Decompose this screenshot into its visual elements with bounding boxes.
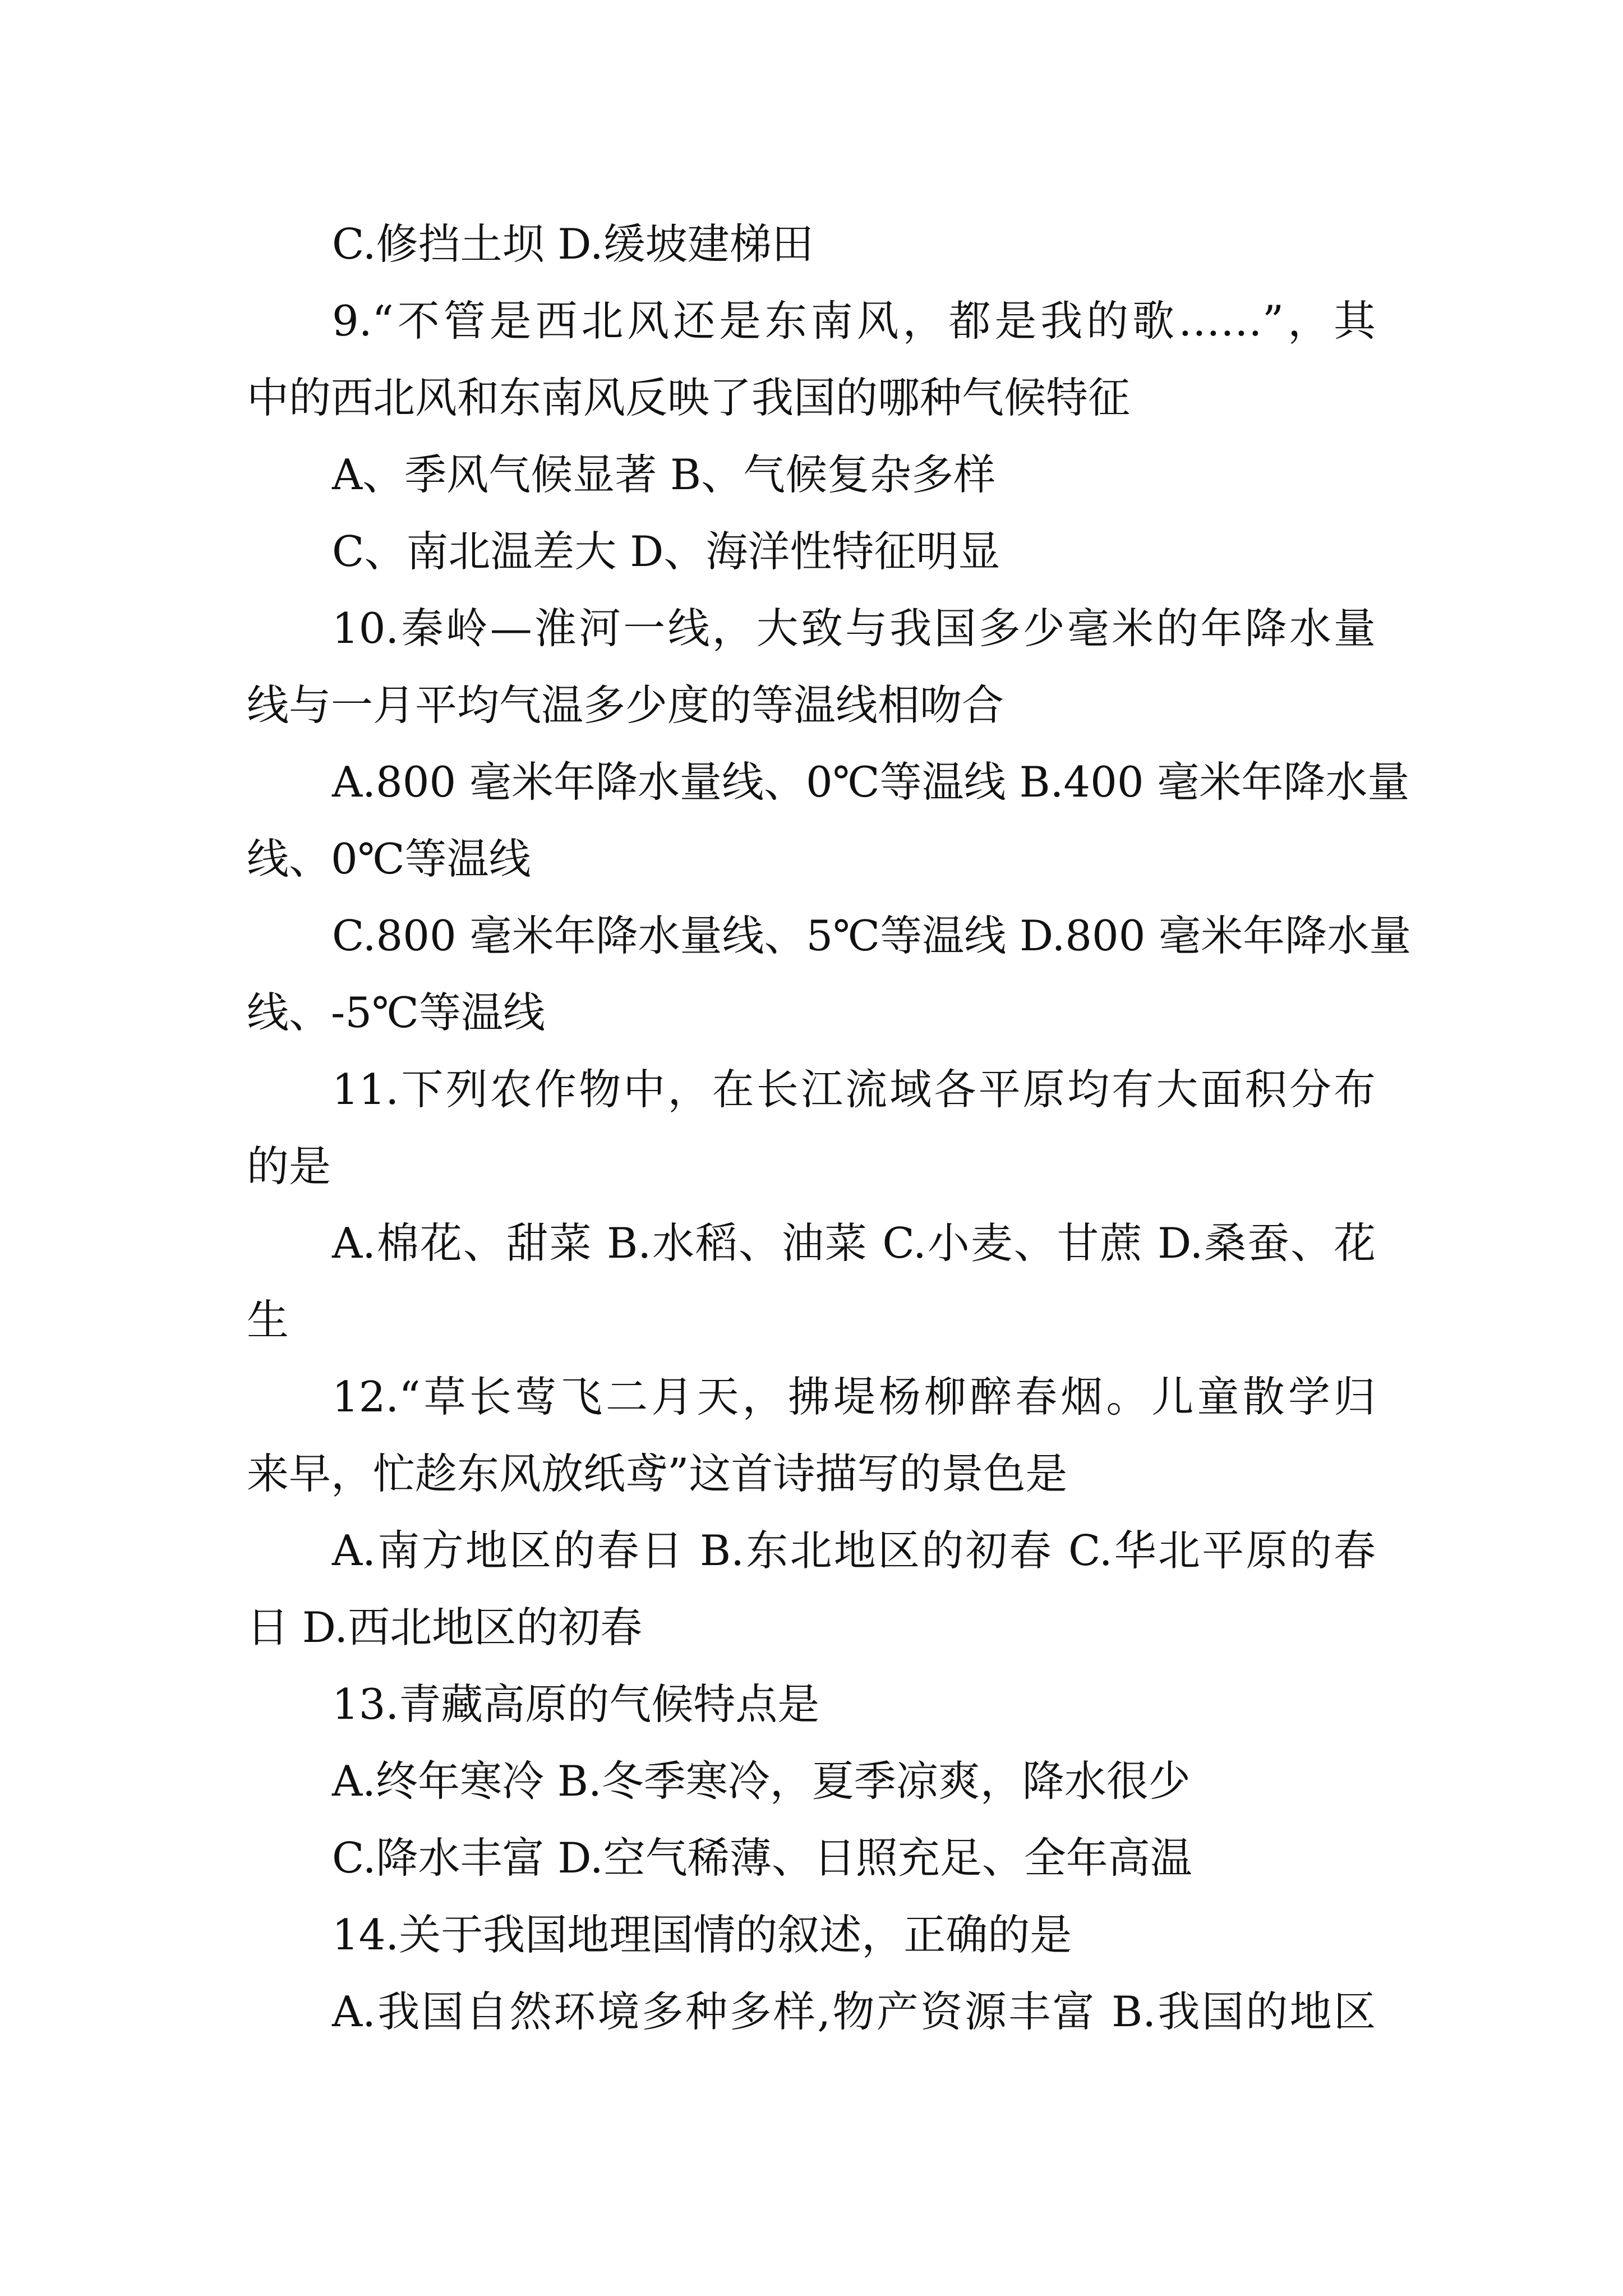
option-line-q9-cd: C、南北温差大 D、海洋性特征明显: [332, 527, 1000, 576]
question-10-line-1: 10.秦岭—淮河一线，大致与我国多少毫米的年降水量: [332, 604, 1376, 653]
question-11-line-1: 11.下列农作物中，在长江流域各平原均有大面积分布: [332, 1065, 1376, 1114]
option-line-q8-cd: C.修挡土坝 D.缓坡建梯田: [332, 219, 814, 269]
question-9-line-1: 9.“不管是西北风还是东南风，都是我的歌……”，其: [332, 296, 1376, 346]
option-line-q10-ab-1: A.800 毫米年降水量线、0℃等温线 B.400 毫米年降水量: [332, 757, 1410, 807]
option-line-q12-2: 日 D.西北地区的初春: [247, 1603, 643, 1652]
option-line-q9-ab: A、季风气候显著 B、气候复杂多样: [332, 450, 996, 499]
question-14: 14.关于我国地理国情的叙述，正确的是: [332, 1910, 1072, 1959]
question-12-line-1: 12.“草长莺飞二月天，拂堤杨柳醉春烟。儿童散学归: [332, 1372, 1376, 1421]
option-line-q10-ab-2: 线、0℃等温线: [247, 834, 531, 884]
option-line-q13-ab: A.终年寒冷 B.冬季寒冷，夏季凉爽，降水很少: [332, 1756, 1191, 1806]
option-line-q10-cd-2: 线、-5℃等温线: [247, 988, 545, 1037]
option-line-q10-cd-1: C.800 毫米年降水量线、5℃等温线 D.800 毫米年降水量: [332, 911, 1412, 960]
option-line-q13-cd: C.降水丰富 D.空气稀薄、日照充足、全年高温: [332, 1833, 1192, 1883]
option-line-q11-1: A.棉花、甜菜 B.水稻、油菜 C.小麦、甘蔗 D.桑蚕、花: [332, 1218, 1376, 1268]
option-line-q14-1: A.我国自然环境多种多样,物产资源丰富 B.我国的地区: [332, 1987, 1376, 2036]
question-10-line-2: 线与一月平均气温多少度的等温线相吻合: [247, 680, 1004, 730]
question-13: 13.青藏高原的气候特点是: [332, 1680, 820, 1729]
question-9-line-2: 中的西北风和东南风反映了我国的哪种气候特征: [247, 373, 1131, 422]
option-line-q12-1: A.南方地区的春日 B.东北地区的初春 C.华北平原的春: [332, 1526, 1376, 1575]
question-11-line-2: 的是: [247, 1142, 331, 1191]
option-line-q11-2: 生: [247, 1295, 289, 1345]
question-12-line-2: 来早，忙趁东风放纸鸢”这首诗描写的景色是: [247, 1449, 1068, 1498]
